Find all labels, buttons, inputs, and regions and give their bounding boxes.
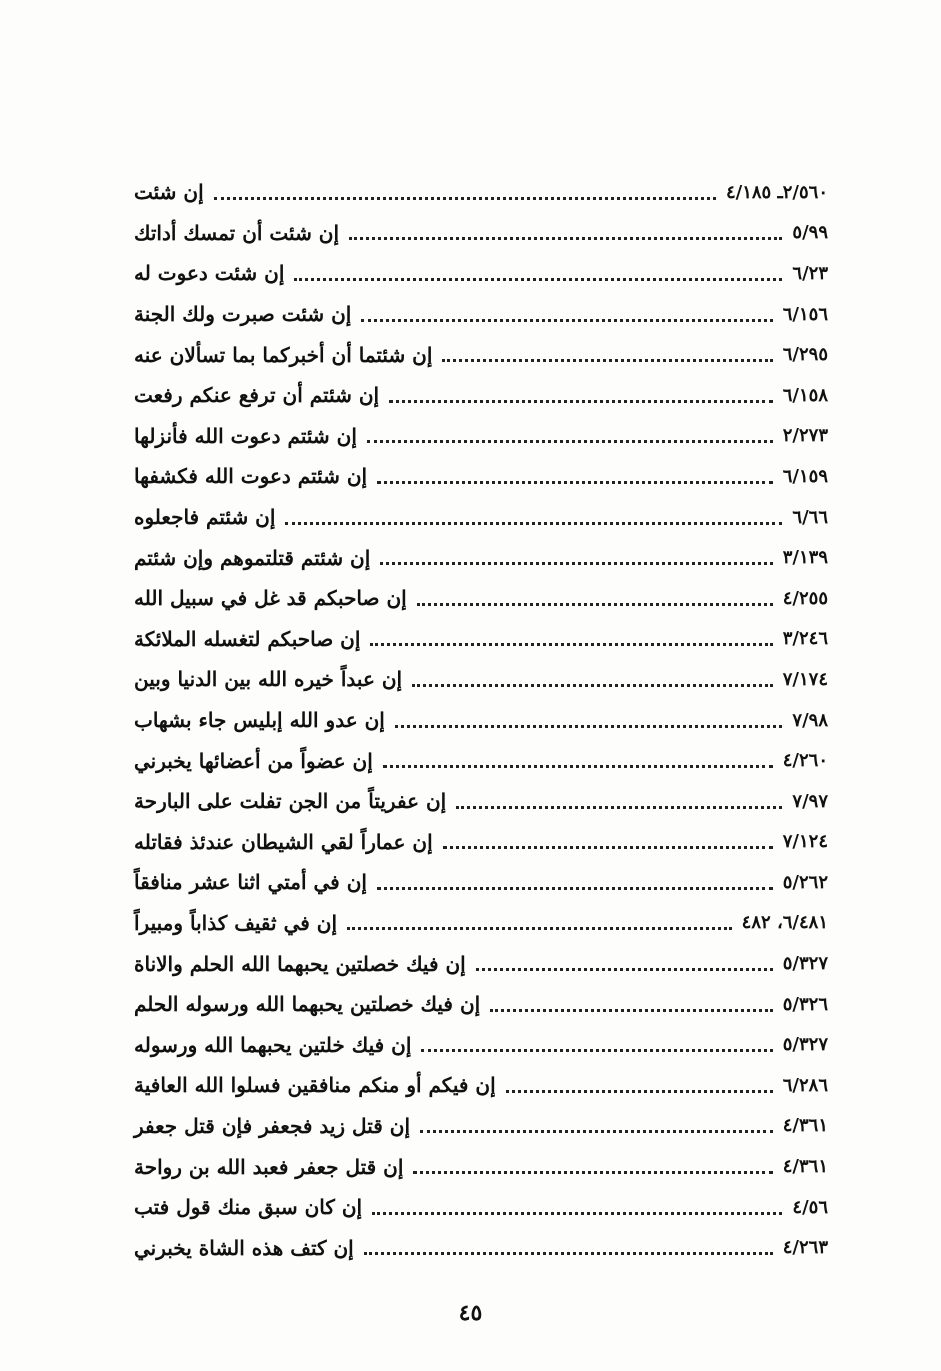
dot-leader xyxy=(377,479,773,484)
entry-text: إن شئت دعوت له xyxy=(134,261,285,286)
entry-reference: ٤/٢٥٥ xyxy=(782,587,828,609)
index-entry xyxy=(128,497,828,538)
entry-text: إن عضواً من أعضائها يخبرني xyxy=(134,748,373,773)
index-entry xyxy=(128,740,828,781)
dot-leader xyxy=(214,195,716,200)
index-entry xyxy=(128,984,828,1025)
index-entry xyxy=(128,781,828,822)
entry-reference: ٢/٢٧٣ xyxy=(782,425,828,447)
entry-text: إن عبداً خيره الله بين الدنيا وبين xyxy=(134,667,403,692)
index-entry xyxy=(128,537,828,578)
entry-text: إن شئتم قتلتموهم وإن شئتم xyxy=(134,545,371,570)
entry-reference: ٤/٥٦ xyxy=(792,1196,828,1218)
index-entry xyxy=(128,1065,828,1106)
index-entry xyxy=(128,456,828,497)
entry-reference: ٧/١٢٤ xyxy=(782,831,828,853)
entry-text: إن في أمتي اثنا عشر منافقاً xyxy=(134,870,367,895)
entry-reference: ٦/٤٨١، ٤٨٢ xyxy=(741,912,828,934)
index-entry xyxy=(128,659,828,700)
entry-text: إن شئتم دعوت الله فأنزلها xyxy=(134,423,357,448)
dot-leader xyxy=(412,682,773,687)
entry-text: إن شئتما أن أخبركما بما تسألان عنه xyxy=(134,342,433,367)
index-entry xyxy=(128,1227,828,1268)
index-entry xyxy=(128,700,828,741)
entry-reference: ٧/٩٨ xyxy=(792,709,828,731)
dot-leader xyxy=(490,1007,773,1012)
entry-reference: ٣/١٣٩ xyxy=(782,547,828,569)
dot-leader xyxy=(506,1088,773,1093)
dot-leader xyxy=(285,520,782,525)
entry-reference: ٣/٢٤٦ xyxy=(782,628,828,650)
entry-reference: ٦/١٥٩ xyxy=(782,465,828,487)
dot-leader xyxy=(361,317,772,322)
entry-reference: ٦/٦٦ xyxy=(792,506,828,528)
entry-text: إن شئت xyxy=(134,180,204,205)
entry-text: إن عدو الله إبليس جاء بشهاب xyxy=(134,708,385,733)
dot-leader xyxy=(364,1250,773,1255)
dot-leader xyxy=(417,601,773,606)
index-entry xyxy=(128,943,828,984)
index-entry xyxy=(128,619,828,660)
entry-text: إن شئتم فاجعلوه xyxy=(134,505,276,530)
index-entry xyxy=(128,172,828,213)
page-number: ٤٥ xyxy=(458,1300,483,1326)
index-entry xyxy=(128,903,828,944)
index-entry xyxy=(128,1146,828,1187)
dot-leader xyxy=(421,1047,772,1052)
dot-leader xyxy=(442,357,772,362)
entry-reference: ٥/٩٩ xyxy=(792,222,828,244)
entry-text: إن شئت صبرت ولك الجنة xyxy=(134,302,352,327)
index-entry xyxy=(128,822,828,863)
dot-leader xyxy=(347,925,732,930)
dot-leader xyxy=(372,1210,782,1215)
entry-reference: ٤/٢٦٠ xyxy=(782,750,828,772)
entry-reference: ٥/٣٢٦ xyxy=(782,993,828,1015)
entry-text: إن صاحبكم لتغسله الملائكة xyxy=(134,626,361,651)
index-entry xyxy=(128,334,828,375)
dot-leader xyxy=(349,235,782,240)
dot-leader xyxy=(367,438,773,443)
dot-leader xyxy=(420,1128,773,1133)
index-entry xyxy=(128,862,828,903)
entry-reference: ٤/٢٦٣ xyxy=(782,1237,828,1259)
dot-leader xyxy=(370,641,772,646)
dot-leader xyxy=(456,804,782,809)
dot-leader xyxy=(395,723,783,728)
dot-leader xyxy=(380,560,772,565)
entry-reference: ٤/٣٦١ xyxy=(782,1156,828,1178)
index-entry xyxy=(128,416,828,457)
entry-reference: ٥/٢٦٢ xyxy=(782,871,828,893)
entry-text: إن كان سبق منك قول فتب xyxy=(134,1195,363,1220)
entry-reference: ٧/٩٧ xyxy=(792,790,828,812)
entry-text: إن قتل جعفر فعبد الله بن رواحة xyxy=(134,1154,404,1179)
dot-leader xyxy=(389,398,773,403)
entry-reference: ٧/١٧٤ xyxy=(782,668,828,690)
entry-text: إن عماراً لقي الشيطان عندئذ فقاتله xyxy=(134,829,433,854)
dot-leader xyxy=(476,966,773,971)
index-list xyxy=(128,172,828,1268)
dot-leader xyxy=(413,1169,772,1174)
dot-leader xyxy=(443,844,773,849)
entry-text: إن قتل زيد فجعفر فإن قتل جعفر xyxy=(134,1113,411,1138)
entry-text: إن صاحبكم قد غل في سبيل الله xyxy=(134,586,407,611)
index-entry xyxy=(128,294,828,335)
entry-reference: ٦/٢٩٥ xyxy=(782,344,828,366)
entry-reference: ٦/٢٣ xyxy=(792,262,828,284)
entry-reference: ٢/٥٦٠ـ ٤/١٨٥ xyxy=(725,181,828,203)
index-entry xyxy=(128,1106,828,1147)
entry-reference: ٦/٢٨٦ xyxy=(782,1074,828,1096)
entry-reference: ٦/١٥٨ xyxy=(782,384,828,406)
index-entry xyxy=(128,253,828,294)
index-entry xyxy=(128,578,828,619)
entry-text: إن فيك خلتين يحبهما الله ورسوله xyxy=(134,1032,412,1057)
entry-reference: ٤/٣٦١ xyxy=(782,1115,828,1137)
entry-text: إن كتف هذه الشاة يخبرني xyxy=(134,1235,354,1260)
entry-text: إن شئت أن تمسك أداتك xyxy=(134,220,340,245)
index-entry xyxy=(128,213,828,254)
dot-leader xyxy=(294,276,782,281)
entry-reference: ٥/٣٢٧ xyxy=(782,953,828,975)
entry-reference: ٥/٣٢٧ xyxy=(782,1034,828,1056)
entry-text: إن شئتم دعوت الله فكشفها xyxy=(134,464,368,489)
entry-text: إن في ثقيف كذاباً ومبيراً xyxy=(134,910,338,935)
index-entry xyxy=(128,375,828,416)
entry-text: إن فيكم أو منكم منافقين فسلوا الله العافية xyxy=(134,1073,496,1098)
index-entry xyxy=(128,1024,828,1065)
entry-reference: ٦/١٥٦ xyxy=(782,303,828,325)
entry-text: إن عفريتاً من الجن تفلت على البارحة xyxy=(134,789,447,814)
entry-text: إن فيك خصلتين يحبهما الله ورسوله الحلم xyxy=(134,992,481,1017)
index-entry xyxy=(128,1187,828,1228)
entry-text: إن فيك خصلتين يحبهما الله الحلم والاناة xyxy=(134,951,466,976)
dot-leader xyxy=(377,885,773,890)
dot-leader xyxy=(383,763,773,768)
entry-text: إن شئتم أن ترفع عنكم رفعت xyxy=(134,383,380,408)
